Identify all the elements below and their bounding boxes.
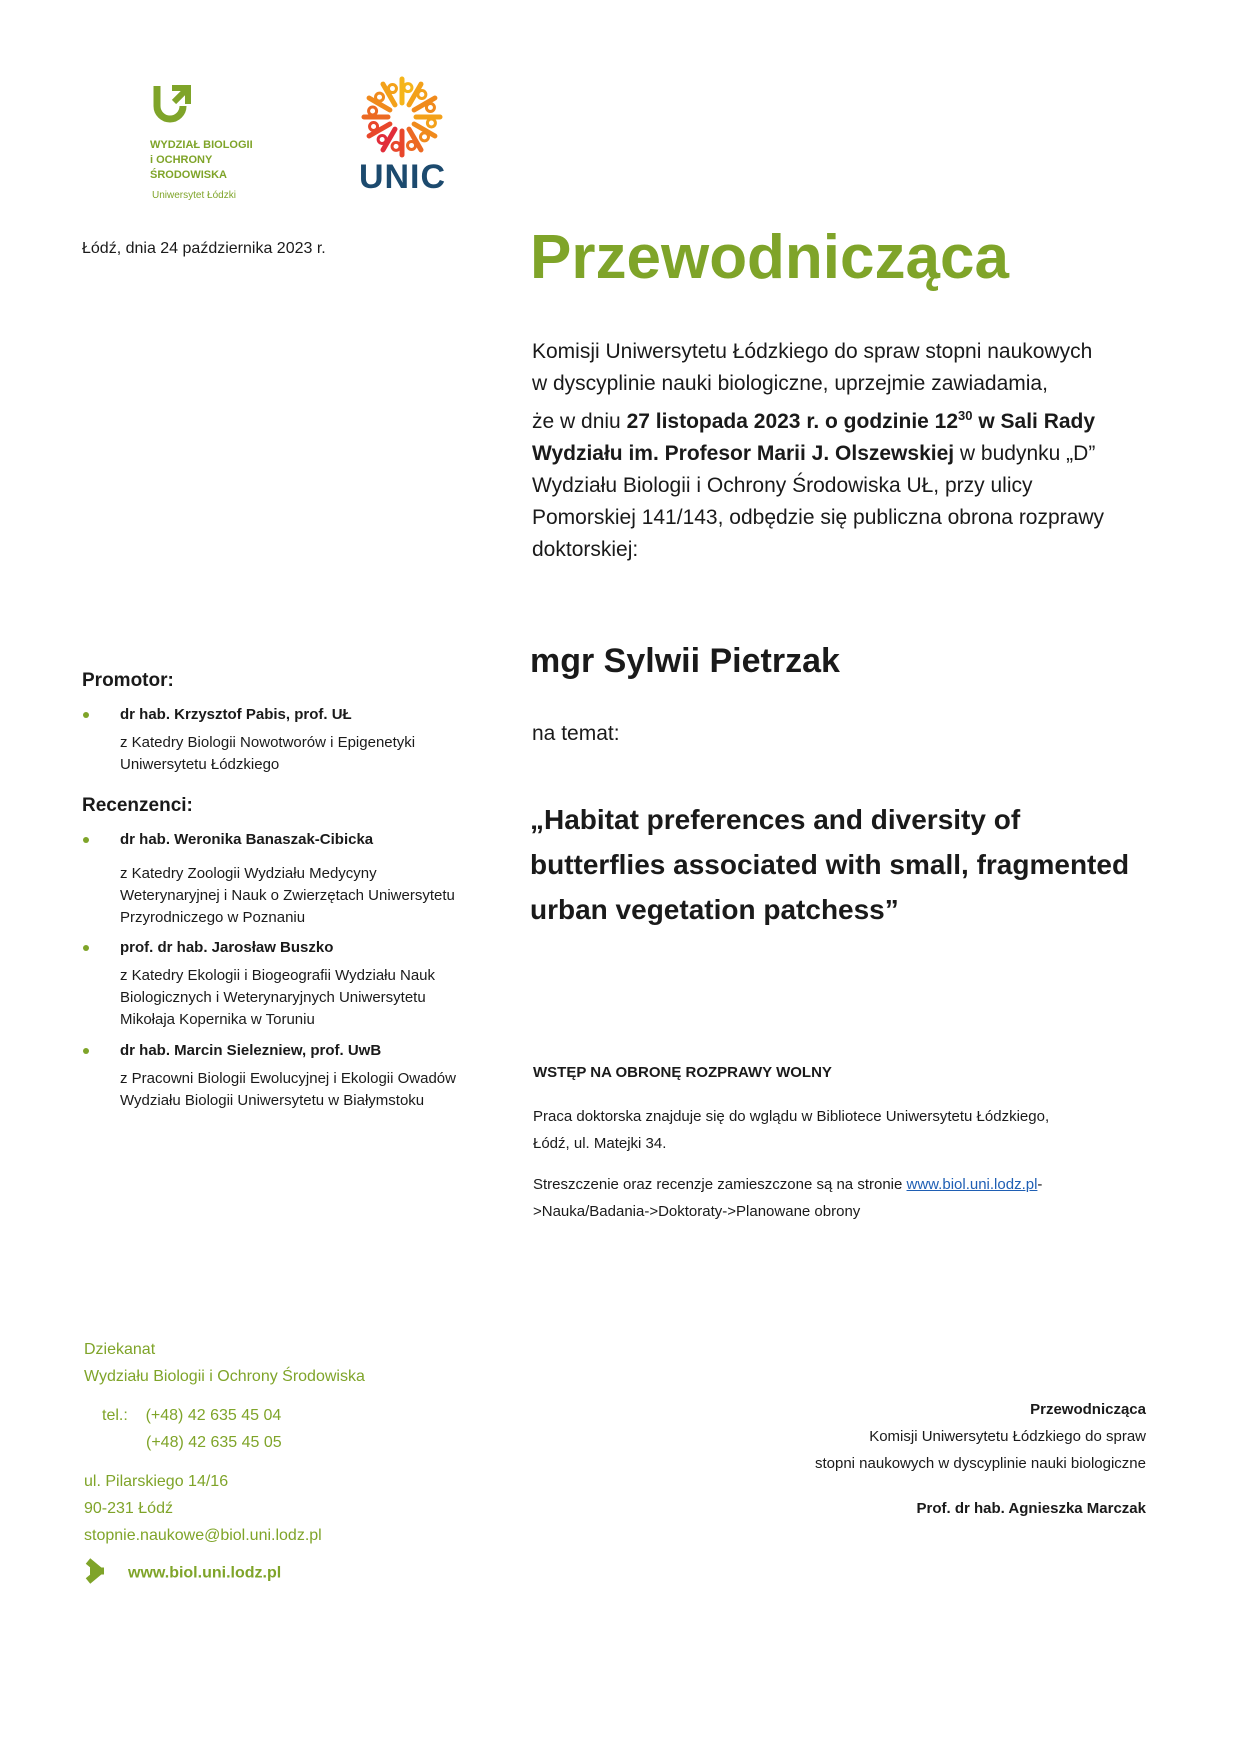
- unic-ray-hook: [418, 91, 426, 99]
- phone-2: (+48) 42 635 45 05: [146, 1434, 282, 1451]
- arrow-right-icon: [84, 1556, 110, 1591]
- unic-ray-hook: [426, 103, 434, 111]
- document-date: Łódź, dnia 24 października 2023 r.: [82, 240, 326, 257]
- footer-website: [84, 1556, 281, 1591]
- unic-ray-hook: [376, 93, 384, 101]
- promotor-heading: Promotor:: [82, 670, 174, 691]
- faculty-logo-text: WYDZIAŁ BIOLOGII i OCHRONY ŚRODOWISKA: [150, 139, 253, 181]
- reviewer-entry: [82, 1040, 512, 1112]
- page-title: Przewodnicząca: [530, 223, 1009, 292]
- thesis-title: „Habitat preferences and diversity of butterflies associated with small, fragmented urban vegetation patchess”: [530, 804, 1130, 925]
- email-link[interactable]: stopnie.naukowe@biol.uni.lodz.pl: [84, 1527, 322, 1544]
- reviewer-affiliation: z Katedry Zoologii Wydziału Medycyny Weterynaryjnej i Nauk o Zwierzętach Uniwersytetu Przyrodniczego w Poznaniu: [120, 865, 455, 926]
- unic-ray-hook: [369, 107, 377, 115]
- contact-info: Dziekanat Wydziału Biologii i Ochrony Środowiska tel.: (+48) 42 635 45 04 (+48) 42 635 45 05 ul. Pilarskiego 14/16 90-231 Łódź stopnie.naukowe@biol.uni.lodz.pl: [84, 1336, 365, 1549]
- faculty-logo-icon: [150, 82, 196, 128]
- reviewer-affiliation: z Katedry Ekologii i Biogeografii Wydziału Nauk Biologicznych i Weterynaryjnych Uniwersytetu Mikołaja Kopernika w Toruniu: [120, 967, 436, 1028]
- unic-ray-hook: [404, 84, 412, 92]
- unic-logo: [355, 72, 450, 196]
- reviewer-entry: [82, 829, 512, 929]
- notice-library: Praca doktorska znajduje się do wglądu w Bibliotece Uniwersytetu Łódzkiego, Łódź, ul. Matejki 34.: [533, 1108, 1050, 1152]
- unic-ray-hook: [408, 141, 416, 149]
- unic-ray-hook: [370, 123, 378, 131]
- reviewer-entry: [82, 937, 512, 1031]
- admission-notice: [533, 1064, 1153, 1239]
- footer-website-link[interactable]: www.biol.uni.lodz.pl: [128, 1564, 282, 1582]
- notice-website: Streszczenie oraz recenzje zamieszczone są na stronie www.biol.uni.lodz.pl- >Nauka/Badania->Doktoraty->Planowane obrony: [533, 1176, 1043, 1220]
- reviewers-heading: Recenzenci:: [82, 795, 193, 816]
- promotor-entry: [82, 704, 512, 776]
- signature-block: Przewodnicząca Komisji Uniwersytetu Łódzkiego do spraw stopni naukowych w dyscyplinie nauki biologiczne Prof. dr hab. Agnieszka Marczak: [815, 1396, 1146, 1522]
- reviewer-name: dr hab. Marcin Sielezniew, prof. UwB: [82, 1040, 512, 1062]
- faculty-logo: [150, 82, 253, 201]
- unic-ray-hook: [427, 119, 435, 127]
- phone-1: (+48) 42 635 45 04: [145, 1407, 282, 1424]
- faculty-logo-subtitle: Uniwersytet Łódzki: [152, 190, 236, 201]
- unic-sun-icon: [355, 72, 450, 162]
- announcement-text: Komisji Uniwersytetu Łódzkiego do spraw stopni naukowych w dyscyplinie nauki biologiczne, uprzejmie zawiadamia, że w dniu 27 listopada 2023 r. o godzinie $12^{30}$ w Sali Rady Wydziału im. Profesor Marii J. Olszewskiej w budynku „D” Wydziału Biologii i Ochrony Środowiska UŁ, przy ulicy Pomorskiej 141/143, odbędzie się publiczna obrona rozprawy doktorskiej:: [532, 340, 1105, 561]
- unic-ray-hook: [392, 142, 400, 150]
- promotor-name: dr hab. Krzysztof Pabis, prof. UŁ: [82, 704, 512, 726]
- unic-ray-hook: [378, 135, 386, 143]
- notice-heading: WSTĘP NA OBRONĘ ROZPRAWY WOLNY: [533, 1064, 832, 1081]
- candidate-name: mgr Sylwii Pietrzak: [530, 642, 840, 680]
- reviewer-affiliation: z Pracowni Biologii Ewolucyjnej i Ekologii Owadów Wydziału Biologii Uniwersytetu w Białymstoku: [120, 1070, 456, 1109]
- unic-ray-hook: [388, 85, 396, 93]
- topic-label: na temat:: [532, 722, 620, 745]
- unic-logo-text: UNIC: [358, 158, 447, 196]
- reviewer-name: dr hab. Weronika Banaszak-Cibicka: [82, 829, 512, 851]
- reviewer-name: prof. dr hab. Jarosław Buszko: [82, 937, 512, 959]
- faculty-website-link[interactable]: www.biol.uni.lodz.pl: [906, 1176, 1038, 1193]
- promotor-affiliation: z Katedry Biologii Nowotworów i Epigenetyki Uniwersytetu Łódzkiego: [120, 734, 416, 773]
- unic-ray-hook: [420, 133, 428, 141]
- signatory-name: Prof. dr hab. Agnieszka Marczak: [916, 1500, 1146, 1517]
